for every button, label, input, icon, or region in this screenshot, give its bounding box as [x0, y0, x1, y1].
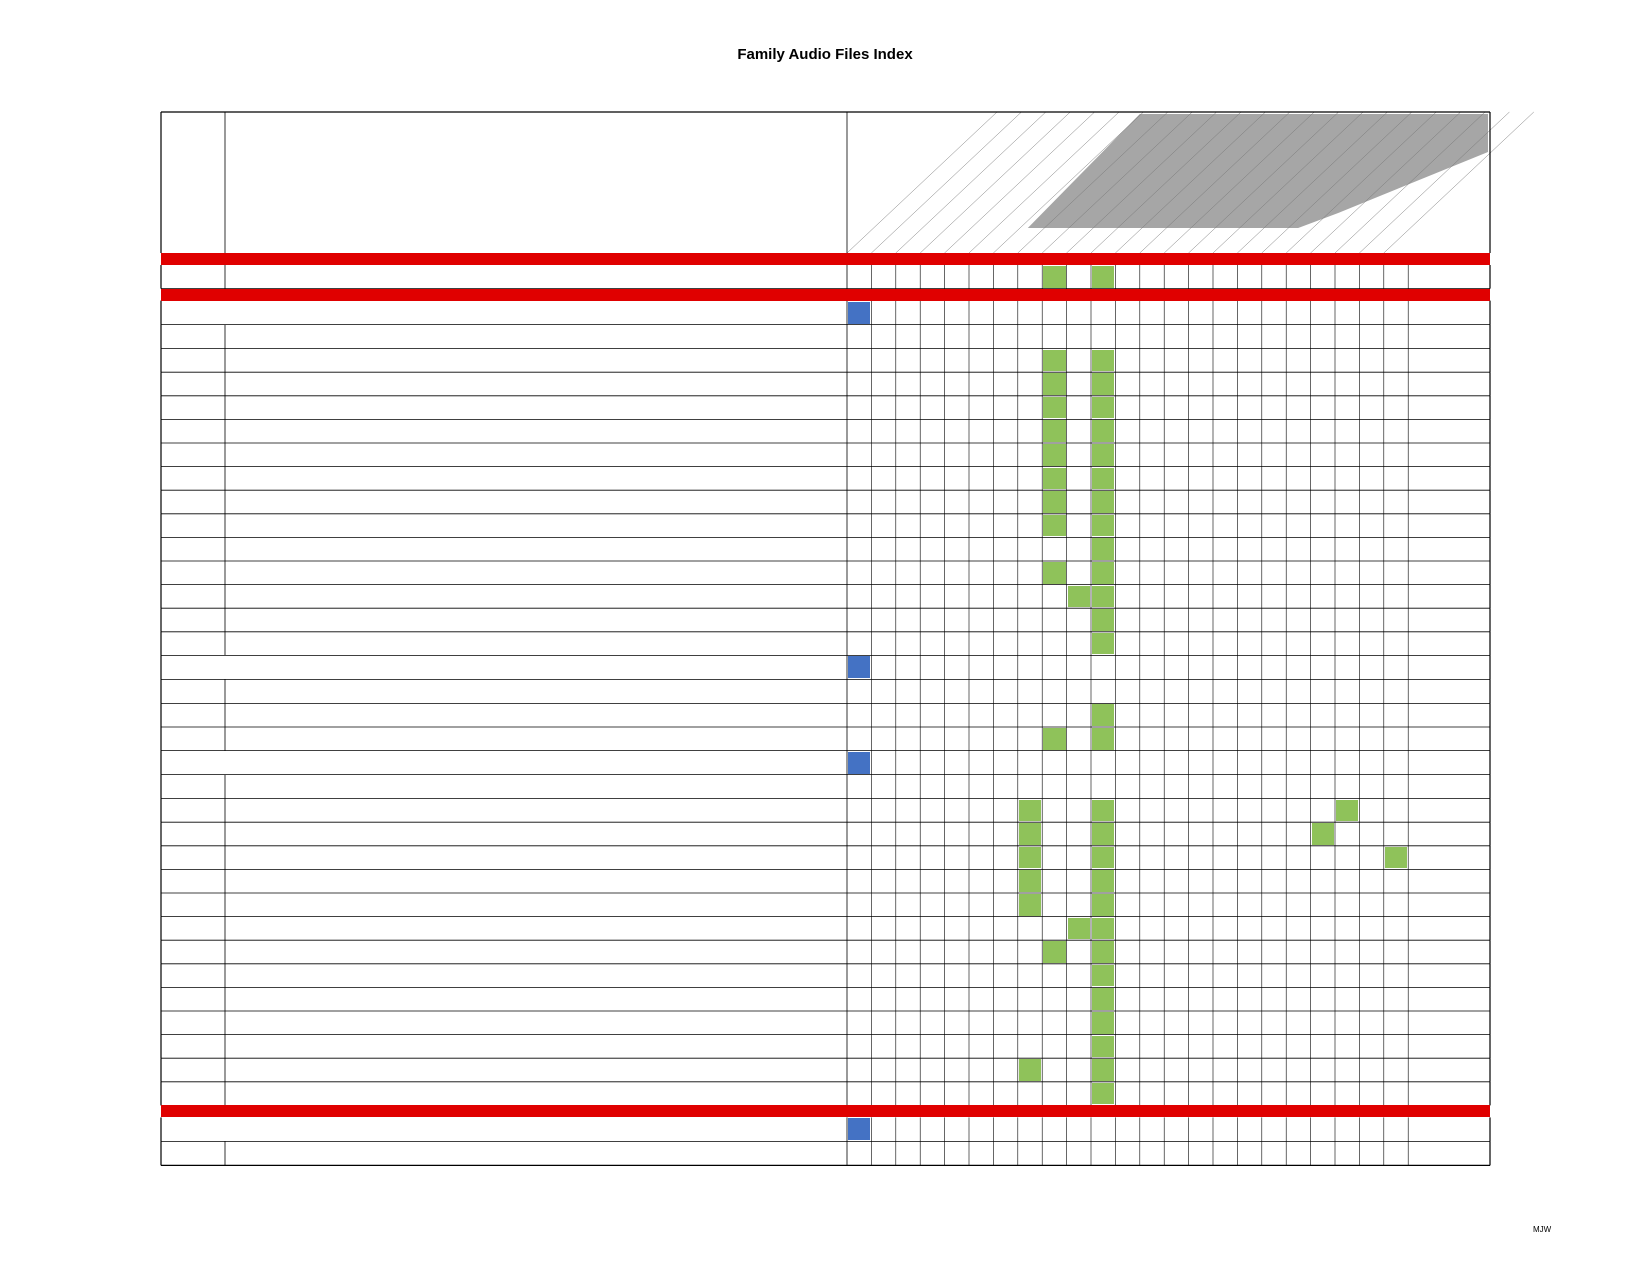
category-mark — [1092, 586, 1114, 608]
category-mark — [1092, 870, 1114, 892]
category-mark — [1092, 941, 1114, 963]
category-mark — [1092, 350, 1114, 372]
category-mark — [1019, 800, 1041, 822]
category-mark — [1092, 1059, 1114, 1081]
header-diagonal-line — [920, 112, 1070, 253]
header-diagonal-line — [896, 112, 1046, 253]
category-mark — [1092, 538, 1114, 560]
header-diagonal-line — [871, 112, 1021, 253]
category-mark — [1385, 847, 1407, 869]
category-mark — [1043, 420, 1065, 442]
category-mark — [1019, 894, 1041, 916]
category-mark — [1312, 823, 1334, 845]
category-mark — [1336, 800, 1358, 822]
category-mark — [1068, 586, 1090, 608]
category-mark — [1043, 468, 1065, 490]
category-mark — [1043, 491, 1065, 513]
category-mark — [1043, 941, 1065, 963]
category-mark — [1092, 373, 1114, 395]
category-mark — [1043, 562, 1065, 584]
category-mark — [1092, 491, 1114, 513]
segment-edited-marker — [848, 302, 870, 324]
category-mark — [1019, 1059, 1041, 1081]
category-mark — [1092, 562, 1114, 584]
header-diagonal-line — [847, 112, 997, 253]
category-mark — [1092, 633, 1114, 655]
category-mark — [1092, 894, 1114, 916]
category-mark — [1092, 988, 1114, 1010]
category-mark — [1092, 1036, 1114, 1058]
category-mark — [1092, 609, 1114, 631]
category-mark — [1068, 918, 1090, 940]
category-mark — [1019, 847, 1041, 869]
header-diagonal-line — [945, 112, 1095, 253]
category-mark — [1092, 468, 1114, 490]
red-separator-band — [161, 253, 1490, 265]
category-mark — [1092, 1012, 1114, 1034]
category-mark — [1092, 847, 1114, 869]
category-mark — [1043, 397, 1065, 419]
category-mark — [1092, 515, 1114, 537]
category-mark — [1043, 444, 1065, 466]
category-mark — [1092, 397, 1114, 419]
category-mark — [1092, 965, 1114, 987]
category-mark — [1092, 420, 1114, 442]
red-separator-band — [161, 289, 1490, 301]
footer-initials: MJW — [1533, 1225, 1552, 1234]
category-mark — [1043, 266, 1065, 288]
segment-edited-marker — [848, 656, 870, 678]
category-mark — [1092, 918, 1114, 940]
category-mark — [1092, 823, 1114, 845]
category-mark — [1092, 266, 1114, 288]
category-mark — [1019, 823, 1041, 845]
category-mark — [1043, 373, 1065, 395]
category-mark — [1092, 704, 1114, 726]
category-mark — [1092, 444, 1114, 466]
segment-edited-marker — [848, 1118, 870, 1140]
red-separator-band — [161, 1105, 1490, 1117]
category-mark — [1043, 515, 1065, 537]
category-mark — [1043, 728, 1065, 750]
category-mark — [1092, 1083, 1114, 1105]
category-mark — [1043, 350, 1065, 372]
category-mark — [1092, 728, 1114, 750]
segment-edited-marker — [848, 752, 870, 774]
category-mark — [1092, 800, 1114, 822]
page-title: Family Audio Files Index — [737, 46, 913, 63]
category-mark — [1019, 870, 1041, 892]
